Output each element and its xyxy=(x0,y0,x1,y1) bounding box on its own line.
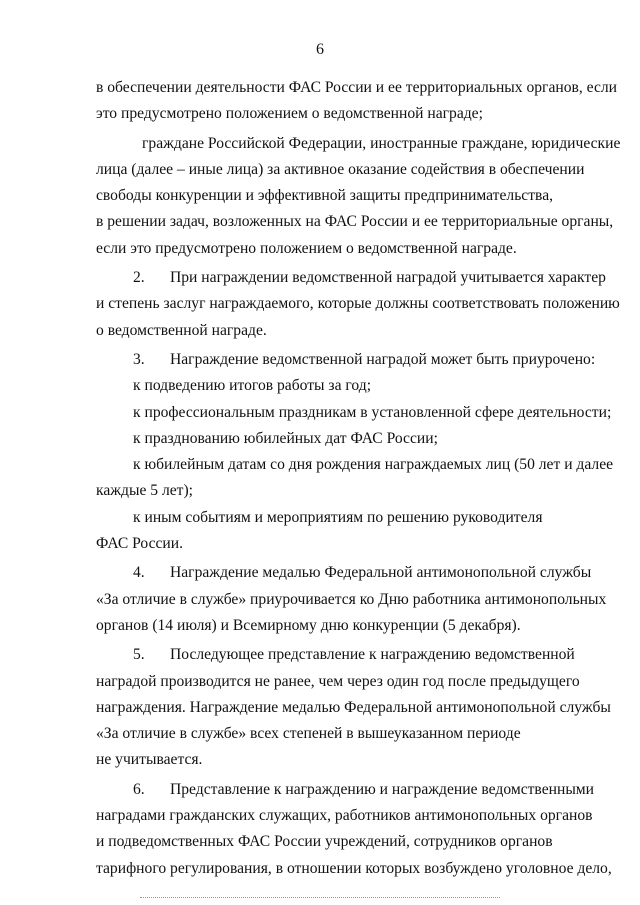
line-text: наградой производится не ранее, чем через один год после предыдущего xyxy=(96,672,580,690)
text-line xyxy=(96,347,596,373)
paragraph-number: 5. xyxy=(133,646,145,664)
line-text: не учитывается. xyxy=(96,751,203,769)
line-text: к юбилейным датам со дня рождения награждаемых лиц (50 лет и далее xyxy=(133,456,614,474)
line-text: к подведению итогов работы за год; xyxy=(133,377,372,395)
paragraph-number: 6. xyxy=(133,780,145,798)
line-text: награждения. Награждение медалью Федеральной антимонопольной службы xyxy=(96,698,611,716)
text-line xyxy=(96,721,596,747)
line-text: тарифного регулирования, в отношении которых возбуждено уголовное дело, xyxy=(96,859,612,877)
line-text: к празднованию юбилейных дат ФАС России; xyxy=(133,429,438,447)
line-text: Представление к награждению и награждение ведомственными xyxy=(170,780,595,798)
text-line xyxy=(96,291,620,317)
line-text: ФАС России. xyxy=(96,535,184,553)
line-text: и подведомственных ФАС России учреждений, сотрудников органов xyxy=(96,833,553,851)
line-text: Награждение медалью Федеральной антимонопольной службы xyxy=(170,564,592,582)
line-text: наградами гражданских служащих, работников антимонопольных органов xyxy=(96,807,593,825)
text-line xyxy=(96,131,621,157)
line-text: граждане Российской Федерации, иностранные граждане, юридические xyxy=(142,134,621,152)
line-text: к иным событиям и мероприятиям по решению руководителя xyxy=(133,508,543,526)
line-text: «За отличие в службе» приурочивается ко Дню работника антимонопольных xyxy=(96,590,607,608)
text-line xyxy=(96,560,596,586)
line-text: При награждении ведомственной наградой учитывается характер xyxy=(170,269,606,287)
text-line xyxy=(96,695,611,721)
text-line xyxy=(96,505,596,531)
text-line xyxy=(96,587,607,613)
text-line xyxy=(96,373,596,399)
document-body xyxy=(96,75,621,882)
text-line xyxy=(96,803,596,829)
line-text: и степень заслуг награждаемого, которые должны соответствовать положению xyxy=(96,295,620,313)
text-line xyxy=(96,426,596,452)
text-line xyxy=(96,829,596,855)
line-text: «За отличие в службе» всех степеней в вышеуказанном периоде xyxy=(96,725,521,743)
page-number: 6 xyxy=(316,41,324,58)
text-line xyxy=(96,747,596,773)
text-line xyxy=(96,613,596,639)
text-line xyxy=(96,531,596,557)
paragraph-number: 4. xyxy=(133,564,145,582)
line-text: Награждение ведомственной наградой может быть приурочено: xyxy=(170,350,596,368)
text-line xyxy=(96,478,596,504)
line-text: о ведомственной награде. xyxy=(96,321,267,339)
line-text: органов (14 июля) и Всемирному дню конкуренции (5 декабря). xyxy=(96,616,521,634)
text-line xyxy=(96,183,596,209)
line-text: Последующее представление к награждению ведомственной xyxy=(170,646,575,664)
line-text: свободы конкуренции и эффективной защиты предпринимательства, xyxy=(96,187,554,205)
text-line xyxy=(96,400,612,426)
bottom-divider xyxy=(140,897,500,899)
line-text: лица (далее – иные лица) за активное оказание содействия в обеспечении xyxy=(96,160,585,178)
text-line xyxy=(96,318,596,344)
text-line xyxy=(96,265,606,291)
text-line xyxy=(96,777,596,803)
text-line xyxy=(96,157,596,183)
paragraph-number: 2. xyxy=(133,269,145,287)
text-line xyxy=(96,101,596,127)
text-line xyxy=(96,452,614,478)
line-text: в решении задач, возложенных на ФАС России и ее территориальные органы, xyxy=(96,213,614,231)
line-text: это предусмотрено положением о ведомственной награде; xyxy=(96,105,483,123)
text-line xyxy=(96,75,618,101)
text-line xyxy=(96,236,596,262)
text-line xyxy=(96,669,596,695)
text-line xyxy=(96,642,596,668)
line-text: каждые 5 лет); xyxy=(96,482,194,500)
text-line xyxy=(96,209,614,235)
line-text: к профессиональным праздникам в установленной сфере деятельности; xyxy=(133,403,612,421)
line-text: если это предусмотрено положением о ведомственной награде. xyxy=(96,239,517,257)
paragraph-number: 3. xyxy=(133,350,145,368)
line-text: в обеспечении деятельности ФАС России и ее территориальных органов, если xyxy=(96,79,618,96)
text-line xyxy=(96,856,612,882)
